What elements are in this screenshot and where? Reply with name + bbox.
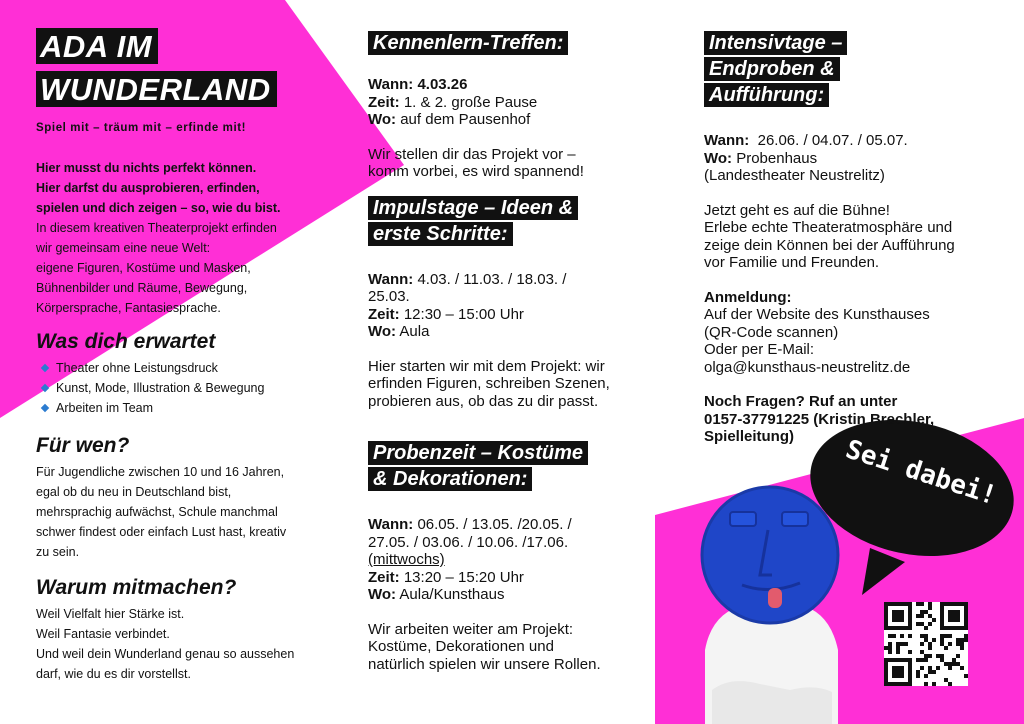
anmeldung-label: Anmeldung: — [704, 288, 792, 306]
why-heading: Warum mitmachen? — [36, 576, 237, 599]
phone-number[interactable]: 0157-37791225 (Kristin Brechler, — [704, 410, 935, 428]
intro-line: Körpersprache, Fantasiesprache. — [36, 301, 221, 315]
list-item: Arbeiten im Team — [36, 398, 336, 418]
tagline: Spiel mit – träum mit – erfinde mit! — [36, 122, 247, 134]
list-item: Theater ohne Leistungsdruck — [36, 358, 336, 378]
column-schedule — [368, 30, 668, 673]
masked-person-photo — [702, 487, 838, 724]
title-line-2: WUNDERLAND — [36, 71, 277, 107]
list-item: Kunst, Mode, Illustration & Bewegung — [36, 378, 336, 398]
kennenlern-section: Kennenlern-Treffen: Wann: 4.03.26 Zeit: 1. & 2. große Pause Wo: auf dem Pausenhof Wir stellen dir das Projekt vor – komm vorbei, es wird spannend! — [368, 32, 584, 180]
email-address[interactable]: olga@kunsthaus-neustrelitz.de — [704, 358, 911, 376]
kennenlern-date: 4.03.26 — [417, 76, 468, 93]
column-performance — [704, 30, 1004, 446]
qr-code[interactable] — [884, 602, 968, 686]
kennenlern-title: Kennenlern-Treffen: — [368, 31, 568, 55]
diamond-bullet-icon — [41, 364, 49, 372]
intro-bold-line: Hier musst du nichts perfekt können. — [36, 161, 257, 175]
intro-bold-line: spielen und dich zeigen – so, wie du bist. — [36, 201, 281, 215]
intensiv-section: Intensivtage – Endproben & Aufführung: Wann: 26.06. / 04.07. / 05.07. Wo: Probenhaus (Landestheater Neustrelitz) Jetzt geht es auf die Bühne! Erlebe echte Theateratmosphäre und zeige dein Können bei der Aufführung vor Familie und Freunden. Anmeldung: Auf der Website des Kunsthauses (QR-Code scannen) Oder per E-Mail: olga@kunsthaus-neustrelitz.de Noch Fragen? Ruf an unter 0157-37791225 (Kristin Brechler, Spielleitung) — [704, 30, 1004, 446]
impuls-section: Impulstage – Ideen & erste Schritte: Wann: 4.03. / 11.03. / 18.03. / 25.03. Zeit: 12:30 – 15:00 Uhr Wo: Aula Hier starten wir mit dem Projekt: wir erfinden Figuren, schreiben Szenen, probieren aus, ob das zu dir passt. — [368, 196, 610, 410]
intensiv-title: Intensivtage – Endproben & Aufführung: — [704, 31, 847, 107]
impuls-title: Impulstage – Ideen & erste Schritte: — [368, 196, 578, 246]
proben-section: Probenzeit – Kostüme & Dekorationen: Wann: 06.05. / 13.05. /20.05. / 27.05. / 03.06. / 10.06. /17.06. (mittwochs) Zeit: 13:20 – 15:20 Uhr Wo: Aula/Kunsthaus Wir arbeiten weiter am Projekt: Kostüme, Dekorationen und natürlich spielen wir unsere Rollen. — [368, 442, 601, 673]
column-intro — [36, 28, 336, 684]
title-line-1: ADA IM — [36, 28, 158, 64]
intro-line: In diesem kreativen Theaterprojekt erfinden — [36, 221, 277, 235]
speech-bubble-text: Sei dabei! — [841, 434, 1001, 512]
intro-line: wir gemeinsam eine neue Welt: — [36, 241, 211, 255]
for-whom-heading: Für wen? — [36, 434, 130, 457]
for-whom-text: Für Jugendliche zwischen 10 und 16 Jahren, egal ob du neu in Deutschland bist, mehrsprachig aufwächst, Schule manchmal schwer findest oder einfach Lust hast, kreativ zu sein. — [36, 465, 287, 559]
flyer-title — [36, 28, 336, 114]
intro-text — [36, 158, 336, 318]
diamond-bullet-icon — [41, 384, 49, 392]
why-text: Weil Vielfalt hier Stärke ist. Weil Fantasie verbindet. Und weil dein Wunderland genau so aussehen darf, wie du es dir vorstellst. — [36, 607, 295, 681]
expect-heading: Was dich erwartet — [36, 330, 216, 353]
intro-line: eigene Figuren, Kostüme und Masken, — [36, 261, 251, 275]
intro-line: Bühnenbilder und Räume, Bewegung, — [36, 281, 248, 295]
proben-title: Probenzeit – Kostüme & Dekorationen: — [368, 441, 588, 491]
intro-bold-line: Hier darfst du ausprobieren, erfinden, — [36, 181, 260, 195]
expect-list — [36, 358, 336, 418]
diamond-bullet-icon — [41, 404, 49, 412]
